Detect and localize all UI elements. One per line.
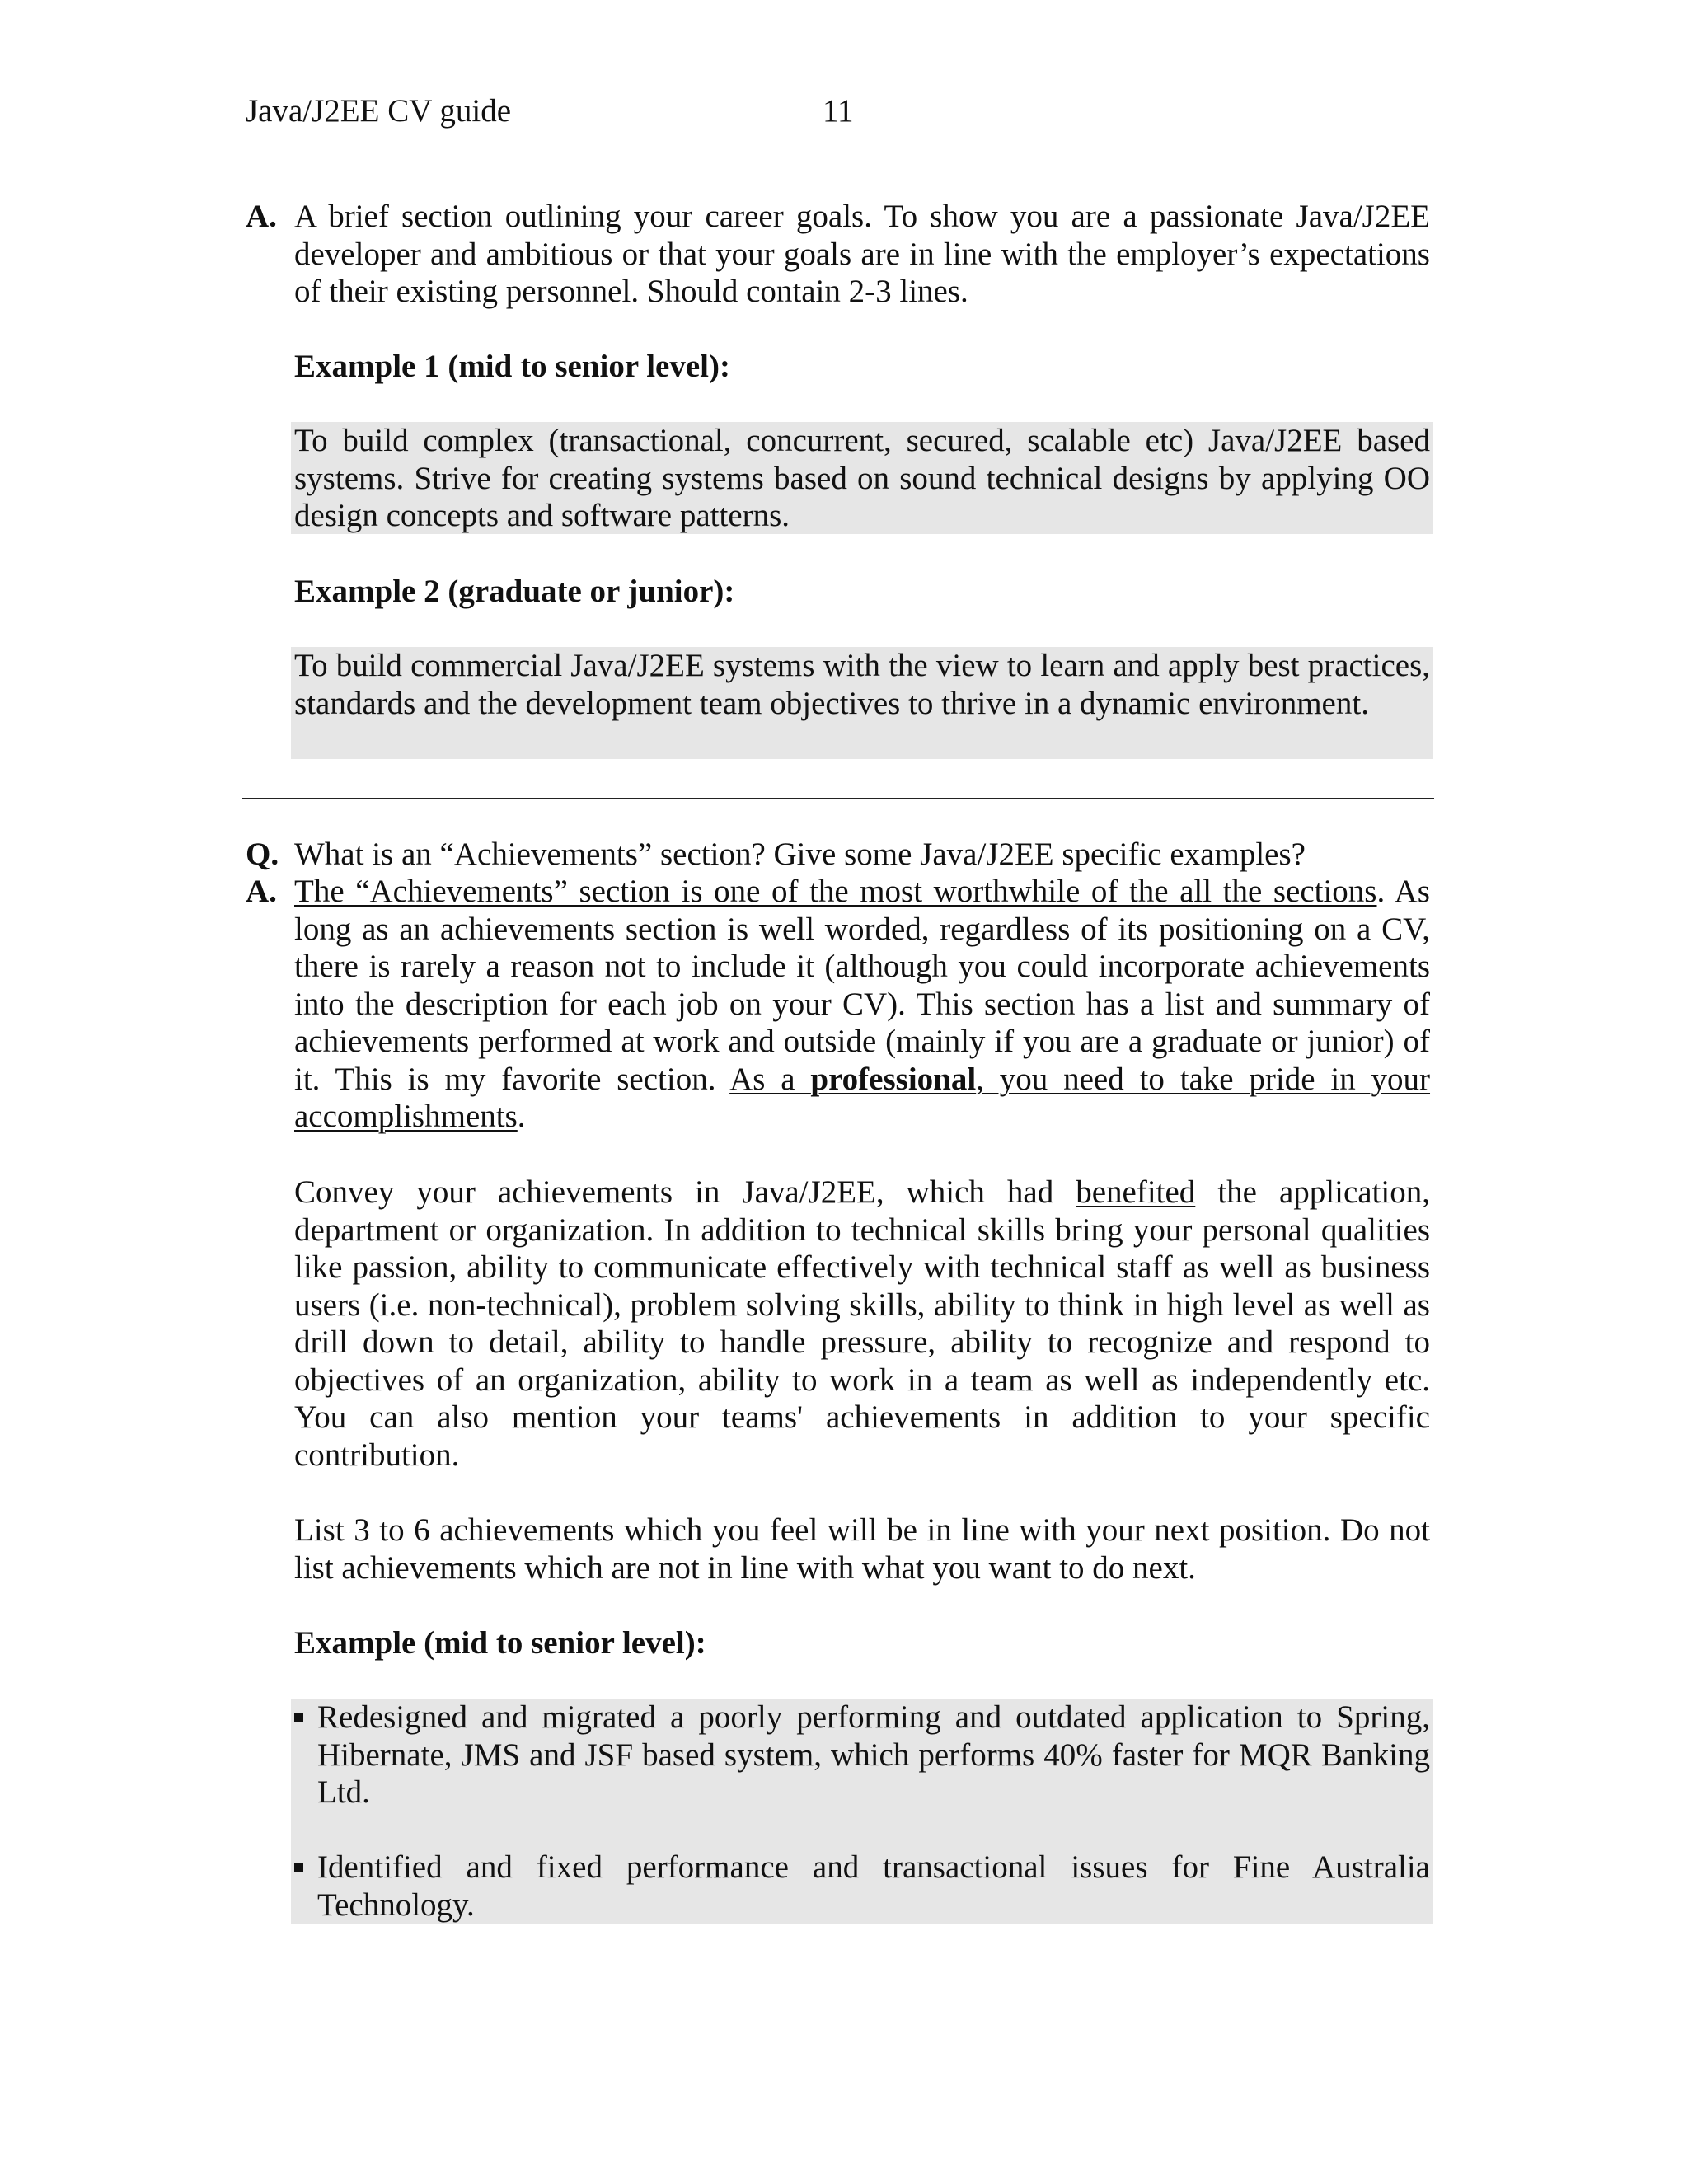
pride-bold-word: professional — [810, 1061, 977, 1097]
document-title: Java/J2EE CV guide — [246, 93, 512, 129]
answer-marker: A. — [246, 199, 277, 234]
example-1-box — [291, 422, 1433, 534]
example-1-heading: Example 1 (mid to senior level): — [294, 349, 730, 384]
achievement-bullet-text: Redesigned and migrated a poorly performing and outdated application to Spring, Hibernate, JMS and JSF based system, which performs 40% faster for MQR Banking Ltd. — [317, 1699, 1430, 1810]
page-header — [246, 92, 1432, 142]
example-1-text: To build complex (transactional, concurrent, secured, scalable etc) Java/J2EE based systems. Strive for creating systems based on sound technical designs by applying OO design concepts and software patterns. — [294, 423, 1430, 533]
section-divider — [242, 798, 1434, 799]
achievements-body: As long as an achievements section is well worded, regardless of its positioning on a CV, there is rarely a reason not to include it (although you could incorporate achievements into the description for each job on your CV). This section has a list and summary of achievements performed at work and outside (mainly if you are a graduate or junior) of it. This is my favorite section. — [294, 874, 1430, 1097]
bullet-square-icon — [294, 1713, 303, 1722]
bullet-square-icon — [294, 1863, 303, 1872]
pride-part-2: , you need to take pride in your accomplishments — [294, 1061, 1431, 1134]
example-3-heading: Example (mid to senior level): — [294, 1625, 706, 1661]
list-note-paragraph: List 3 to 6 achievements which you feel will be in line with your next position. Do not list achievements which are not in line with what you want to do next. — [294, 1512, 1430, 1586]
pride-end: . — [517, 1099, 526, 1134]
example-2-text: To build commercial Java/J2EE systems with the view to learn and apply best practices, standards and the development team objectives to thrive in a dynamic environment. — [294, 648, 1430, 721]
example-2-heading: Example 2 (graduate or junior): — [294, 574, 735, 609]
question-marker: Q. — [246, 837, 279, 872]
answer-marker-2: A. — [246, 874, 277, 909]
achievements-intro-underlined: The “Achievements” section is one of the most worthwhile of the all the sections — [294, 874, 1377, 909]
achievement-bullet — [291, 1699, 1433, 1811]
page-number: 11 — [823, 93, 854, 129]
example-3-box — [291, 1699, 1433, 1924]
achievement-bullet-text: Identified and fixed performance and transactional issues for Fine Australia Technology. — [317, 1849, 1430, 1923]
question-text: What is an “Achievements” section? Give some Java/J2EE specific examples? — [294, 837, 1306, 872]
intro-end: . — [1376, 874, 1386, 909]
convey-part-2: the application, department or organization. In addition to technical skills bring your personal qualities like passion, ability to communicate effectively with technical staff as well as business users (i.e. non-technical), problem solving skills, ability to think in high level as well as drill down to detail, ability to handle pressure, ability to recognize and respond to objectives of an organization, ability to work in a team as well as independently etc. You can also mention your teams' achievements in addition to your specific contribution. — [294, 1174, 1430, 1473]
achievements-answer — [294, 873, 1430, 1136]
convey-paragraph — [294, 1174, 1430, 1474]
achievement-bullet — [291, 1849, 1433, 1924]
convey-part-1: Convey your achievements in Java/J2EE, which had — [294, 1174, 1076, 1210]
career-goals-answer: A brief section outlining your career goals. To show you are a passionate Java/J2EE developer and ambitious or that your goals are in line with the employer’s expectations of their existing personnel. Should contain 2-3 lines. — [294, 199, 1430, 309]
pride-part-1: As a — [729, 1061, 811, 1097]
example-2-box — [291, 647, 1433, 759]
convey-underlined-word: benefited — [1076, 1174, 1196, 1210]
